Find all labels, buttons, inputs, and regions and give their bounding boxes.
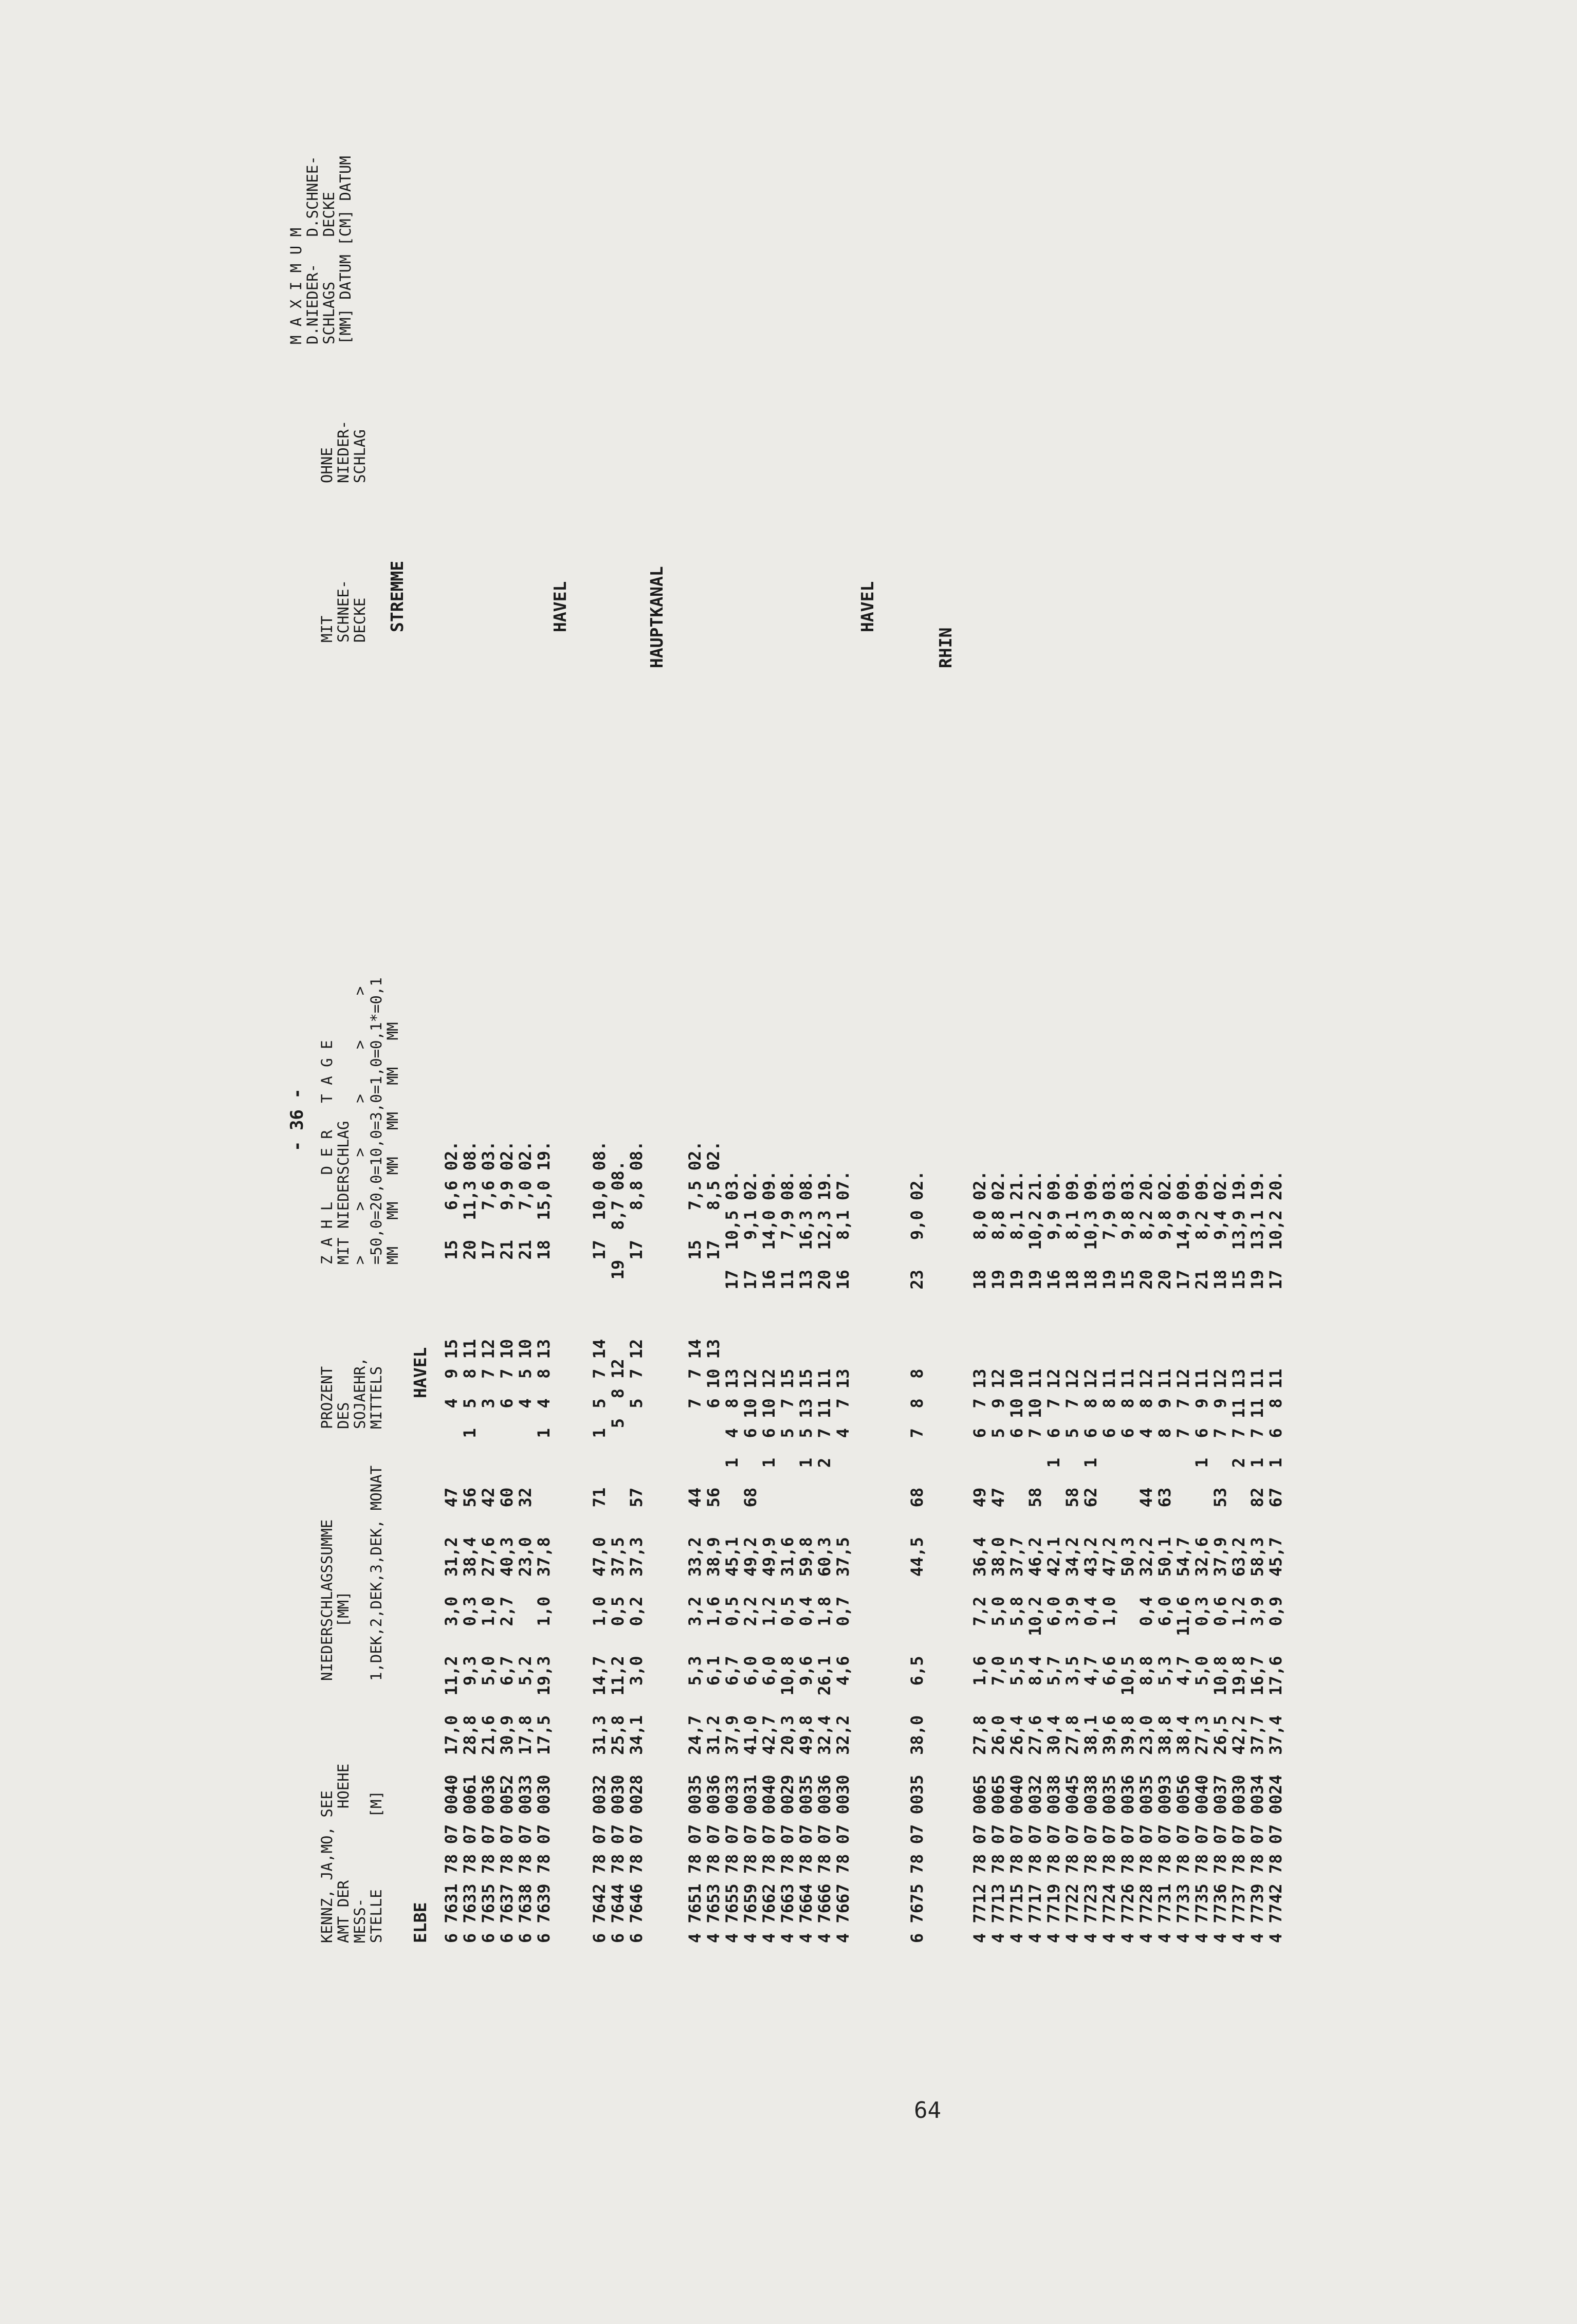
section-2-row: 4 7659 78 07 0031 41,0 6,0 2,2 49,2 68 6 10 12 17 9,1 02.	[741, 1170, 760, 1943]
page-number-top: - 36 -	[287, 1088, 307, 1151]
section-2-group-label: HAUPTKANAL	[647, 566, 667, 668]
section-2-row: 4 7666 78 07 0036 32,4 26,1 1,8 60,3 2 7 11 11 20 12,3 19.	[815, 1170, 834, 1943]
section-1-row: 6 7646 78 07 0028 34,1 3,0 0,2 37,3 57 5 7 12 17 8,8 08.	[627, 1141, 646, 1943]
header-prozent: PROZENT DES SOJAEHR, MITTELS	[318, 1357, 385, 1429]
section-4-row: 4 7739 78 07 0034 37,7 16,7 3,9 58,3 82 1 7 11 11 19 13,1 19.	[1248, 1170, 1267, 1943]
section-0-row: 6 7633 78 07 0061 28,8 9,3 0,3 38,4 56 1 5 8 11 20 11,3 08.	[460, 1141, 480, 1943]
section-4-row: 4 7722 78 07 0045 27,8 3,5 3,9 34,2 58 5 7 12 18 8,1 09.	[1062, 1170, 1082, 1943]
section-4-row: 4 7728 78 07 0035 23,0 8,8 0,4 32,2 44 4 8 12 20 8,2 20.	[1136, 1170, 1156, 1943]
header-mit-schneedecke: MIT SCHNEE- DECKE	[318, 579, 369, 643]
section-4-row: 4 7712 78 07 0065 27,8 1,6 7,2 36,4 49 6 7 13 18 8,0 02.	[970, 1170, 989, 1943]
section-0-row: 6 7639 78 07 0030 17,5 19,3 1,0 37,8 1 4 8 13 18 15,0 19.	[534, 1141, 554, 1943]
rotated-table	[288, 134, 1511, 1943]
section-1-row: 6 7642 78 07 0032 31,3 14,7 1,0 47,0 71 1 5 7 14 17 10,0 08.	[590, 1141, 609, 1943]
section-4-row: 4 7715 78 07 0040 26,4 5,5 5,8 37,7 6 10 10 19 8,1 21.	[1007, 1170, 1026, 1943]
section-3-group-label: HAVEL	[857, 581, 877, 632]
section-0-river: ELBE	[410, 1902, 430, 1943]
header-maximum: M A X I M U M D.NIEDER- D.SCHNEE- SCHLAGS DECKE [MM] DATUM [CM] DATUM	[287, 156, 354, 344]
page-number: 64	[914, 2097, 941, 2124]
section-0-row: 6 7638 78 07 0033 17,8 5,2 23,0 32 4 5 10 21 7,0 02.	[516, 1141, 535, 1943]
section-4-row: 4 7742 78 07 0024 37,4 17,6 0,9 45,7 67 1 6 8 11 17 10,2 20.	[1266, 1170, 1286, 1943]
section-0-row: 6 7631 78 07 0040 17,0 11,2 3,0 31,2 47 4 9 15 15 6,6 02.	[442, 1141, 461, 1943]
section-2-row: 4 7664 78 07 0035 49,8 9,6 0,4 59,8 1 5 13 15 13 16,3 08.	[796, 1170, 816, 1943]
header-ohne-niederschlag: OHNE NIEDER- SCHLAG	[318, 420, 369, 483]
section-4-row: 4 7719 78 07 0038 30,4 5,7 6,0 42,1 1 6 7 12 16 9,9 09.	[1044, 1170, 1063, 1943]
section-4-row: 4 7726 78 07 0036 39,8 10,5 50,3 6 8 11 15 9,8 03.	[1118, 1170, 1138, 1943]
section-0-row: 6 7635 78 07 0036 21,6 5,0 1,0 27,6 42 3 7 12 17 7,6 03.	[479, 1141, 498, 1943]
section-2-row: 4 7651 78 07 0035 24,7 5,3 3,2 33,2 44 7 7 14 15 7,5 02.	[685, 1141, 705, 1943]
section-2-row: 4 7653 78 07 0036 31,2 6,1 1,6 38,9 56 6 10 13 17 8,5 02.	[704, 1141, 723, 1943]
header-niederschlag: NIEDERSCHLAGSSUMME [MM] 1,DEK,2,DEK,3,DEK, MONAT	[318, 1465, 385, 1681]
header-kennz: KENNZ, JA,MO, SEE AMT DER HOEHE MESS- STELLE [M]	[318, 1763, 385, 1943]
section-3-row: 6 7675 78 07 0035 38,0 6,5 44,5 68 7 8 8 23 9,0 02.	[907, 1170, 927, 1943]
section-4-row: 4 7733 78 07 0056 38,4 4,7 11,6 54,7 7 7 12 17 14,9 09.	[1173, 1170, 1193, 1943]
header-zahl-der-tage: Z A H L D E R T A G E MIT NIEDERSCHLAG > > > > > > =50,0=20,0=10,0=3,0=1,0=0,1*=0,1 MM MM MM MM MM MM	[318, 977, 401, 1265]
section-0-row: 6 7637 78 07 0052 30,9 6,7 2,7 40,3 60 6 7 10 21 9,9 02.	[497, 1141, 517, 1943]
section-0-sub-label: HAVEL	[410, 1347, 430, 1398]
section-1-group-label: HAVEL	[550, 581, 570, 632]
section-0-group-label: STREMME	[387, 560, 407, 632]
section-2-row: 4 7667 78 07 0030 32,2 4,6 0,7 37,5 4 7 13 16 8,1 07.	[833, 1170, 853, 1943]
section-4-group-label: RHIN	[936, 627, 956, 668]
section-4-row: 4 7713 78 07 0065 26,0 7,0 5,0 38,0 47 5 9 12 19 8,8 02.	[988, 1170, 1008, 1943]
section-4-row: 4 7736 78 07 0037 26,5 10,8 0,6 37,9 53 7 9 12 18 9,4 02.	[1211, 1170, 1230, 1943]
section-4-row: 4 7731 78 07 0093 38,8 5,3 6,0 50,1 63 8 9 11 20 9,8 02.	[1155, 1170, 1175, 1943]
section-2-row: 4 7655 78 07 0033 37,9 6,7 0,5 45,1 1 4 8 13 17 10,5 03.	[722, 1170, 742, 1943]
section-4-row: 4 7737 78 07 0030 42,2 19,8 1,2 63,2 2 7 11 13 15 13,9 19.	[1229, 1170, 1249, 1943]
section-4-row: 4 7717 78 07 0032 27,6 8,4 10,2 46,2 58 7 10 11 19 10,2 21.	[1025, 1170, 1045, 1943]
section-2-row: 4 7663 78 07 0029 20,3 10,8 0,5 31,6 5 7 15 11 7,9 08.	[778, 1170, 797, 1943]
section-2-row: 4 7662 78 07 0040 42,7 6,0 1,2 49,9 1 6 10 12 16 14,0 09.	[759, 1170, 779, 1943]
section-4-row: 4 7723 78 07 0038 38,1 4,7 0,4 43,2 62 1 6 8 12 18 10,3 09.	[1081, 1170, 1101, 1943]
section-1-row: 6 7644 78 07 0030 25,8 11,2 0,5 37,5 5 8 12 19 8,7 08.	[608, 1161, 628, 1943]
section-4-row: 4 7724 78 07 0035 39,6 6,6 1,0 47,2 6 8 11 19 7,9 03.	[1099, 1170, 1119, 1943]
section-4-row: 4 7735 78 07 0040 27,3 5,0 0,3 32,6 1 6 9 11 21 8,2 09.	[1192, 1170, 1212, 1943]
